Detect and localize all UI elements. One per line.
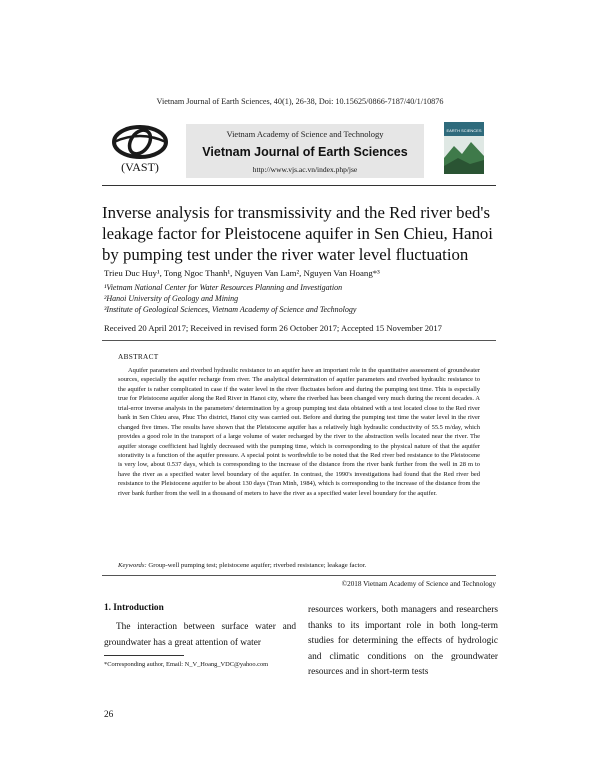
section-heading: 1. Introduction [104,603,164,613]
journal-url[interactable]: http://www.vjs.ac.vn/index.php/jse [252,165,358,174]
keywords-line [118,562,480,569]
header-rule [102,185,496,186]
article-title: Inverse analysis for transmissivity and the Red river bed's leakage factor for Pleistocene aquifer in Sen Chieu, Hanoi by pumping test under the river water level fluctuation [102,203,493,264]
keywords-label: Keywords: [118,562,147,569]
journal-cover-image [444,122,484,174]
abstract-top-rule [102,340,496,341]
vast-logo-icon [110,122,170,162]
affiliation-2: ²Hanoi University of Geology and Mining [104,294,239,303]
affiliation-1: ¹Vietnam National Center for Water Resources Planning and Investigation [104,283,343,292]
footnote-rule [104,655,184,656]
abstract-text: Aquifer parameters and riverbed hydraulic resistance to an aquifer have an important role in the quantitative assessment of groundwater sources, especially the aquifer recharge from river. The analytical determination of aquifer parameters and riverbed hydraulic resistance to the aquifer is rather complicated in case if the water level in the river fluctuates before and during the pumping test time. This is especially true for Pleistocene aquifer along the Red River in Hanoi city, where the riverbed has been changed very much during the recent decades. A trial-error inverse analysis in the parameters' determination by a group pumping test data obtained with a test located close to the Red river bank in Sen Chieu area, Phuc Tho district, Hanoi city was carried out. Before and during the pumping test time the water level in the river changed five times. The results have shown that the Pleistocene aquifer has a relatively high hydraulic conductivity of 55.5 m/day, which provides a good role in the transport of a large volume of water recharged by the river to the abstraction wells located near the river. The aquifer storage coefficient had lightly decreased with the pumping time, which is corresponding to the physical nature of that the aquifer storativity is a function of the aquifer pressure. A special point is worthwhile to be noted that the Red river bed resistance to the Pleistocene is very low, about 0.537 days, which is corresponding to the increase of the distance from the river bank further from the well in 28 m to have the river as a specified water level boundary of the aquifer. In contrast, the 1990's investigations had found that the Red river bed resistance to the Pleistocene aquifer to be about 130 days (Tran Minh, 1984), which is corresponding to the increase of the distance from the river bank further from the well in a thousand of meters to have the river as a specified water level boundary for the aquifer. [118,367,480,497]
left-column-text: The interaction between surface water and groundwater has a great attention of water [104,622,296,648]
journal-name: Vietnam Journal of Earth Sciences [202,145,408,159]
author-list: Trieu Duc Huy¹, Tong Ngoc Thanh¹, Nguyen Van Lam², Nguyen Van Hoang*³ [104,268,380,278]
academy-name: Vietnam Academy of Science and Technology [226,129,384,139]
footnote: *Corresponding author, Email: N_V_Hoang_VDC@yahoo.com [104,661,269,668]
page-number: 26 [104,710,114,720]
right-column-text: resources workers, both managers and researchers thanks to its important role in both long-term studies for determining the effects of hydrologic and climatic conditions on the groundwater resources and in short-term tests [308,605,498,677]
vast-label: (VAST) [121,160,159,174]
affiliation-3: ³Institute of Geological Sciences, Vietnam Academy of Science and Technology [104,305,357,314]
cover-title: EARTH SCIENCES [446,128,482,133]
journal-citation: Vietnam Journal of Earth Sciences, 40(1), 26-38, Doi: 10.15625/0866-7187/40/1/10876 [156,97,444,106]
abstract-bottom-rule [102,575,496,576]
keywords-text: Group-well pumping test; pleistocene aquifer; riverbed resistance; leakage factor. [148,562,367,569]
received-dates: Received 20 April 2017; Received in revised form 26 October 2017; Accepted 15 November 2017 [104,323,442,333]
abstract-heading: ABSTRACT [118,352,159,361]
copyright-notice: ©2018 Vietnam Academy of Science and Technology [341,580,496,588]
